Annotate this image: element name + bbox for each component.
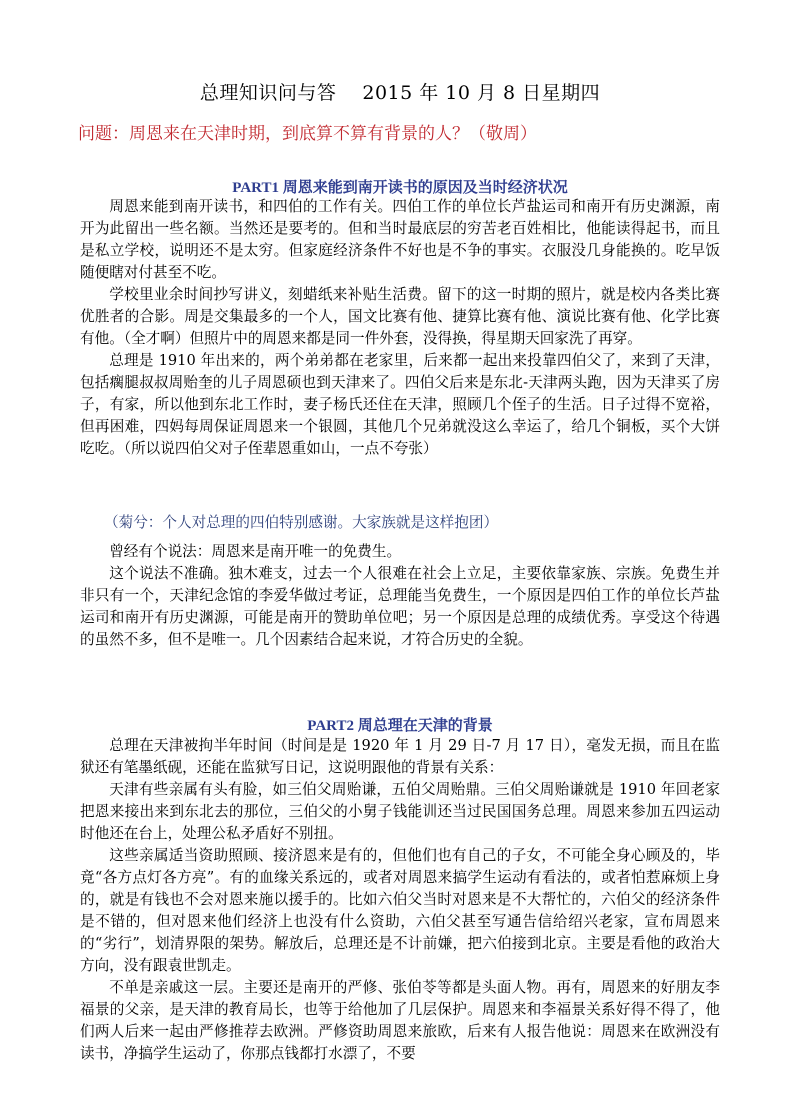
paragraph: 曾经有个说法：周恩来是南开唯一的免费生。 (109, 543, 402, 560)
paragraph: 学校里业余时间抄写讲义，刻蜡纸来补贴生活费。留下的这一时期的照片，就是校内各类比赛优胜者的合影。周是交集最多的一个人，国文比赛有他、捷算比赛有他、演说比赛有他、化学比赛有他。（全才啊）但照片中的周恩来都是同一件外套，没得换，得星期天回家洗了再穿。 (80, 286, 720, 347)
paragraph: 周恩来能到南开读书，和四伯的工作有关。四伯工作的单位长芦盐运司和南开有历史渊源，南开为此留出一些名额。当然还是要考的。但和当时最底层的穷苦老百姓相比，他能读得起书，而且是私立学校，说明还不是太穷。但家庭经济条件不好也是不争的事实。衣服没几身能换的。吃早饭随便瞎对付甚至不吃。 (80, 198, 720, 281)
document-title: 总理知识问与答 2015 年 10 月 8 日星期四 (199, 82, 601, 104)
paragraph: 这个说法不准确。独木难支，过去一个人很难在社会上立足，主要依靠家族、宗族。免费生并非只有一个，天津纪念馆的李爱华做过考证，总理能当免费生，一个原因是四伯工作的单位长芦盐运司和南开有历史渊源，可能是南开的赞助单位吧；另一个原因是总理的成绩优秀。享受这个待遇的虽然不多，但不是唯一。几个因素结合起来说，才符合历史的全貌。 (80, 565, 720, 648)
paragraph: 不单是亲戚这一层。主要还是南开的严修、张伯苓等都是头面人物。再有，周恩来的好朋友李福景的父亲，是天津的教育局长，也等于给他加了几层保护。周恩来和李福景关系好得不得了，他们两人后来一起由严修推荐去欧洲。严修资助周恩来旅欧，后来有人报告他说：周恩来在欧洲没有读书，净搞学生运动了，你那点钱都打水漂了，不要 (80, 979, 720, 1062)
part1-heading: PART1 周恩来能到南开读书的原因及当时经济状况 (232, 180, 568, 196)
part1-body (80, 196, 720, 460)
paragraph: 总理是 1910 年出来的，两个弟弟都在老家里，后来都一起出来投靠四伯父了，来到了天津，包括瘸腿叔叔周贻奎的儿子周恩硕也到天津来了。四伯父后来是东北-天津两头跑，因为天津买了房子，有家，所以他到东北工作时，妻子杨氏还住在天津，照顾几个侄子的生活。日子过得不宽裕，但再困难，四妈每周保证周恩来一个银圆，其他几个兄弟就没这么幸运了，给几个铜板，买个大饼吃吃。（所以说四伯父对子侄辈恩重如山，一点不夸张） (80, 352, 720, 457)
paragraph: 天津有些亲属有头有脸，如三伯父周贻谦，五伯父周贻鼎。三伯父周贻谦就是 1910 年回老家把恩来接出来到东北去的那位，三伯父的小舅子钱能训还当过民国国务总理。周恩来参加五四运动时他还在台上，处理公私矛盾好不别扭。 (80, 781, 720, 842)
paragraph: 这些亲属适当资助照顾、接济恩来是有的，但他们也有自己的子女，不可能全身心顾及的，毕竟“各方点灯各方亮”。有的血缘关系远的，或者对周恩来搞学生运动有看法的，或者怕惹麻烦上身的，就是有钱也不会对恩来施以援手的。比如六伯父当时对恩来是不大帮忙的，六伯父的经济条件是不错的，但对恩来他们经济上也没有什么资助，六伯父甚至写通告信给绍兴老家，宣布周恩来的“劣行”，划清界限的架势。解放后，总理还是不计前嫌，把六伯接到北京。主要是看他的政治大方向，没有跟袁世凯走。 (80, 847, 720, 974)
part2-heading: PART2 周总理在天津的背景 (307, 718, 493, 734)
part2-body (80, 735, 720, 1065)
part1-body-continued (80, 541, 720, 651)
editor-note: （菊兮：个人对总理的四伯特别感谢。大家族就是这样抱团） (104, 514, 499, 531)
paragraph: 总理在天津被拘半年时间（时间是是 1920 年 1 月 29 日-7 月 17 日），毫发无损，而且在监狱还有笔墨纸砚，还能在监狱写日记，这说明跟他的背景有关系： (80, 737, 720, 776)
question-line: 问题：周恩来在天津时期，到底算不算有背景的人？（敬周） (78, 124, 537, 144)
